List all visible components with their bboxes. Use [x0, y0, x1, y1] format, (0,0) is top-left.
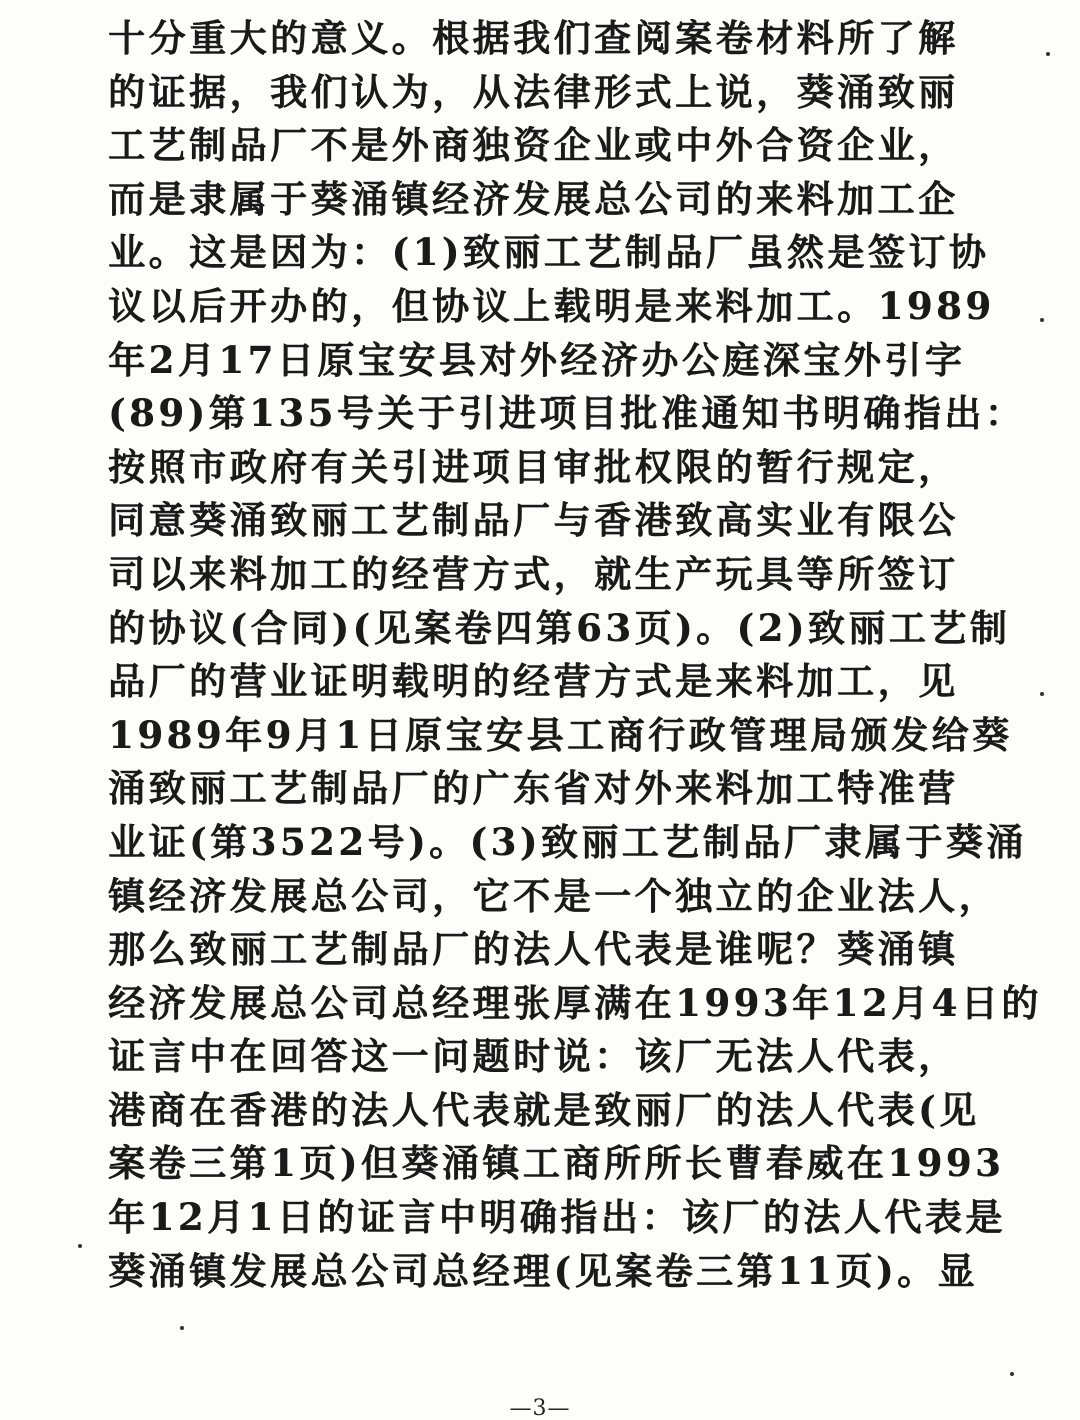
text-line: 的协议(合同)(见案卷四第63页)。(2)致丽工艺制	[108, 605, 1011, 650]
text-line: 证言中在回答这一问题时说：该厂无法人代表，	[108, 1034, 959, 1079]
scan-speck	[180, 1326, 184, 1330]
text-line: 司以来料加工的经营方式，就生产玩具等所签订	[108, 551, 959, 596]
scan-speck	[1046, 52, 1050, 56]
text-line: 十分重大的意义。根据我们查阅案卷材料所了解	[108, 16, 959, 60]
text-line: 镇经济发展总公司，它不是一个独立的企业法人，	[108, 873, 999, 918]
text-line: 议以后开办的，但协议上载明是来料加工。1989	[108, 283, 995, 328]
text-line: 的证据，我们认为，从法律形式上说，葵涌致丽	[108, 69, 959, 114]
text-line: 而是隶属于葵涌镇经济发展总公司的来料加工企	[108, 176, 959, 221]
text-line: 葵涌镇发展总公司总经理(见案卷三第11页)。显	[108, 1248, 979, 1293]
scan-speck	[1010, 1372, 1014, 1376]
text-line: 案卷三第1页)但葵涌镇工商所所长曹春威在1993	[108, 1141, 1005, 1186]
text-line: 年12月1日的证言中明确指出：该厂的法人代表是	[108, 1195, 1006, 1240]
text-line: 业。这是因为：(1)致丽工艺制品厂虽然是签订协	[108, 230, 990, 275]
scan-speck	[1040, 318, 1044, 322]
scan-speck	[1040, 692, 1044, 696]
text-line: 品厂的营业证明载明的经营方式是来料加工，见	[108, 659, 959, 704]
page-number: —3—	[509, 1398, 571, 1420]
text-line: 经济发展总公司总经理张厚满在1993年12月4日的	[108, 980, 1042, 1025]
text-line: 那么致丽工艺制品厂的法人代表是谁呢？葵涌镇	[108, 927, 959, 972]
scan-speck	[78, 1244, 82, 1248]
text-line: 按照市政府有关引进项目审批权限的暂行规定，	[108, 444, 959, 489]
body-text	[108, 12, 1042, 1298]
text-line: 1989年9月1日原宝安县工商行政管理局颁发给葵	[108, 712, 1013, 757]
text-line: 工艺制品厂不是外商独资企业或中外合资企业，	[108, 123, 959, 168]
text-line: (89)第135号关于引进项目批准通知书明确指出：	[108, 391, 1026, 436]
text-line: 涌致丽工艺制品厂的广东省对外来料加工特准营	[108, 766, 959, 811]
text-line: 同意葵涌致丽工艺制品厂与香港致高实业有限公	[108, 498, 959, 543]
text-line: 业证(第3522号)。(3)致丽工艺制品厂隶属于葵涌	[108, 819, 1027, 864]
text-line: 年2月17日原宝安县对外经济办公庭深宝外引字	[108, 337, 966, 382]
text-line: 港商在香港的法人代表就是致丽厂的法人代表(见	[108, 1087, 980, 1132]
